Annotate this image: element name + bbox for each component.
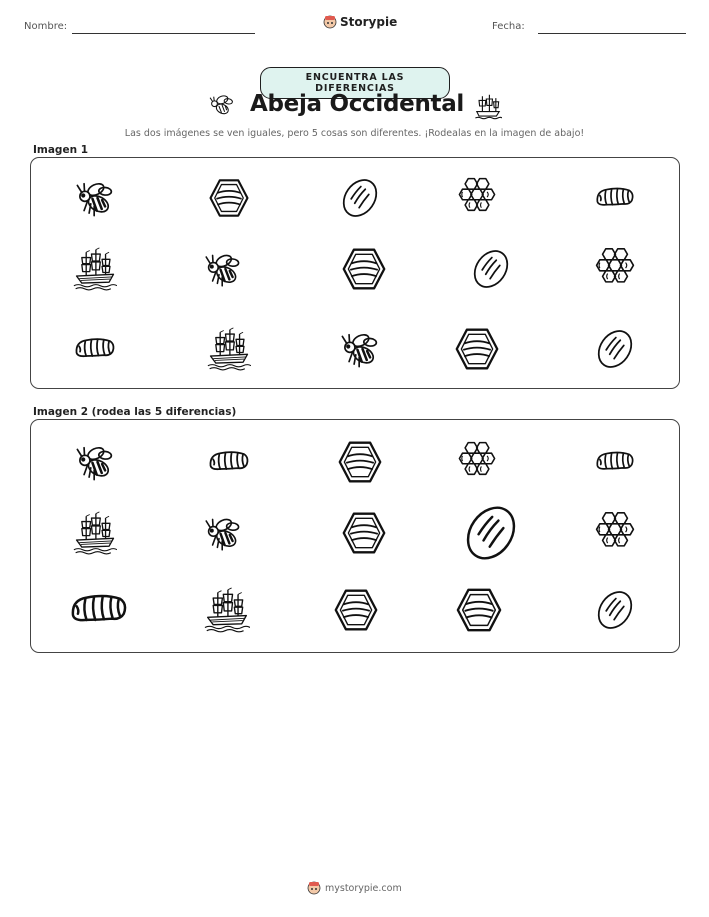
- name-label: Nombre:: [24, 21, 68, 32]
- honeycomb-icon[interactable]: [455, 440, 499, 484]
- hexagon-icon[interactable]: [333, 587, 379, 633]
- image1-label: Imagen 1: [33, 144, 89, 156]
- bee-icon: [74, 177, 116, 219]
- bee-icon: [339, 328, 381, 370]
- storypie-mascot-icon: [307, 881, 321, 895]
- footer-site[interactable]: mystorypie.com: [325, 882, 402, 894]
- honeycomb-icon: [592, 246, 638, 292]
- bee-icon[interactable]: [203, 513, 243, 553]
- image2-label: Imagen 2 (rodea las 5 diferencias): [33, 406, 237, 418]
- larva-icon: [594, 177, 636, 219]
- brand-name: Storypie: [340, 15, 398, 29]
- ship-icon[interactable]: [73, 511, 117, 555]
- larva-icon[interactable]: [68, 579, 130, 641]
- larva-icon[interactable]: [594, 441, 636, 483]
- hexagon-icon[interactable]: [455, 586, 503, 634]
- date-field[interactable]: [538, 33, 686, 34]
- bread-icon: [469, 247, 513, 291]
- larva-icon[interactable]: [207, 440, 251, 484]
- bee-icon: [203, 249, 243, 289]
- bread-icon[interactable]: [460, 502, 522, 564]
- bread-icon: [338, 176, 382, 220]
- bee-icon[interactable]: [74, 441, 116, 483]
- brand-logo: [323, 15, 397, 29]
- storypie-mascot-icon: [323, 15, 337, 29]
- hexagon-icon: [208, 177, 250, 219]
- hexagon-icon: [454, 326, 500, 372]
- instructions: Las dos imágenes se ven iguales, pero 5 cosas son diferentes. ¡Rodealas en la imagen de abajo!: [124, 128, 585, 139]
- title-ship-icon: [474, 92, 502, 120]
- bread-icon[interactable]: [593, 588, 637, 632]
- larva-icon: [73, 327, 117, 371]
- ship-icon: [207, 327, 251, 371]
- honeycomb-icon: [455, 176, 499, 220]
- bread-icon: [593, 327, 637, 371]
- hexagon-icon: [341, 246, 387, 292]
- hexagon-icon[interactable]: [337, 439, 383, 485]
- activity-badge: ENCUENTRA LAS DIFERENCIAS: [260, 67, 450, 99]
- date-label: Fecha:: [492, 21, 525, 32]
- title-bee-icon: [207, 92, 235, 118]
- ship-icon: [73, 247, 117, 291]
- footer: [307, 881, 402, 895]
- hexagon-icon[interactable]: [341, 510, 387, 556]
- ship-icon[interactable]: [204, 587, 250, 633]
- name-field[interactable]: [72, 33, 255, 34]
- honeycomb-icon[interactable]: [592, 510, 638, 556]
- page-title: Abeja Occidental: [250, 91, 465, 117]
